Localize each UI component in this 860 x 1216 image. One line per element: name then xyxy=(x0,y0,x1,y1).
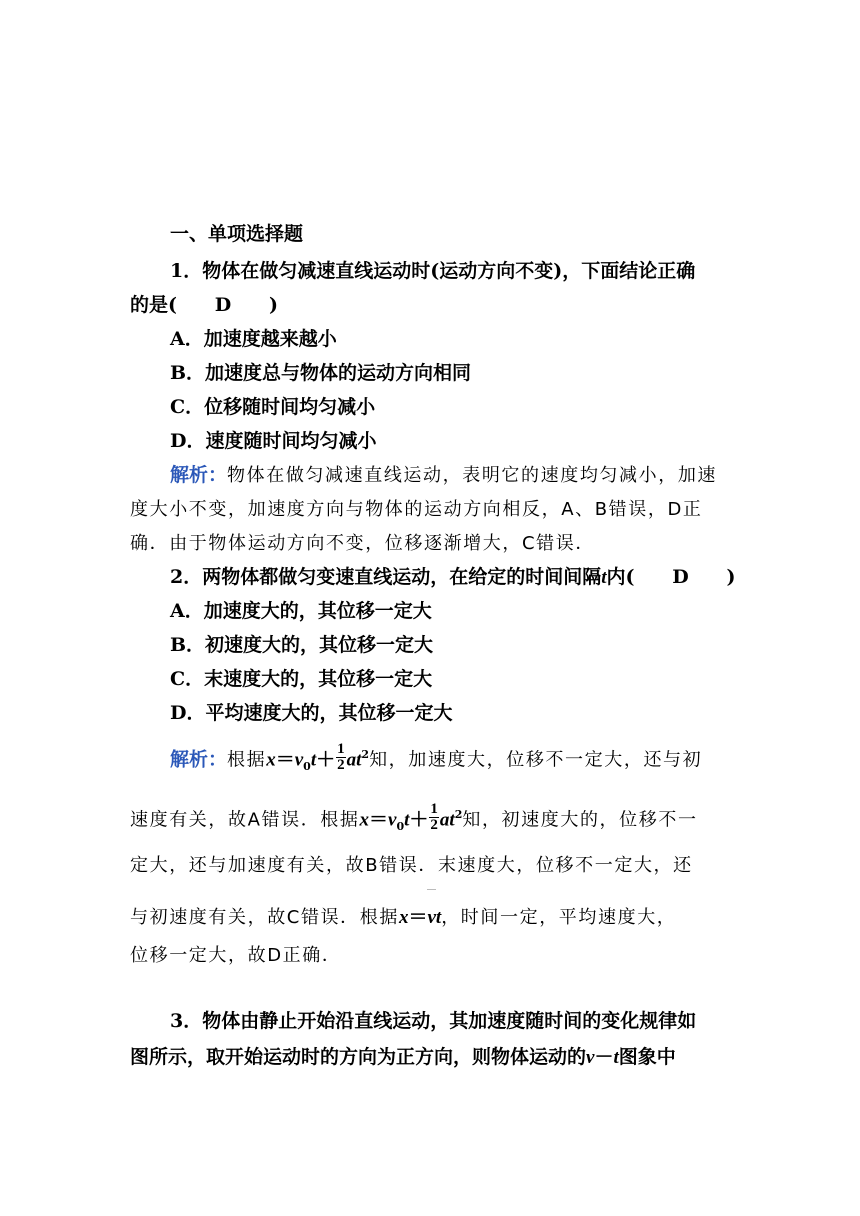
q2-analysis-label: 解析： xyxy=(170,748,228,771)
q2-analysis-line2 xyxy=(130,802,730,840)
q1-analysis-line1 xyxy=(170,462,730,489)
formula3-v-bar: v xyxy=(427,905,435,931)
q2-analysis-line1 xyxy=(170,742,730,780)
q2-analysis-text5: 位移一定大，故D正确． xyxy=(130,945,342,966)
q1-stem-close: ) xyxy=(269,294,278,316)
formula-t: t xyxy=(310,749,317,771)
fraction-denominator: 2 xyxy=(337,756,345,773)
formula3-x: x xyxy=(398,907,409,928)
q1-analysis-line3 xyxy=(130,530,730,557)
q1-stem-prefix: 的是( xyxy=(130,294,177,316)
q3-stem-line2 xyxy=(130,1044,730,1071)
formula2-sub0: 0 xyxy=(396,820,405,834)
q1-analysis-text3: 确．由于物体运动方向不变，位移逐渐增大，C错误． xyxy=(130,533,595,554)
formula-plus: ＋ xyxy=(316,748,336,771)
formula-fraction xyxy=(336,742,346,773)
q2-stem-close: ) xyxy=(726,566,736,588)
q2-analysis-text1-post: 知，加速度大，位移不一定大，还与初 xyxy=(369,749,703,771)
formula2-fraction xyxy=(429,802,439,833)
q2-option-d: D．平均速度大的，其位移一定大 xyxy=(170,702,453,724)
formula3-t: t xyxy=(435,907,442,928)
q1-analysis-text1: 物体在做匀减速直线运动，表明它的速度均匀减小，加速 xyxy=(227,465,718,486)
formula2-v: v xyxy=(388,809,397,831)
q3-dash: － xyxy=(594,1046,614,1068)
q3-var-t: t xyxy=(613,1047,619,1068)
q2-stem-var: t xyxy=(601,567,607,588)
q2-option-c: C．末速度大的，其位移一定大 xyxy=(170,668,433,690)
q2-stem-post: 内( xyxy=(606,566,635,588)
q2-analysis-line3 xyxy=(130,852,730,879)
fraction-numerator: 1 xyxy=(337,740,345,757)
q2-analysis-text1-pre: 根据 xyxy=(227,749,267,771)
q1-option-a: A．加速度越来越小 xyxy=(170,328,337,350)
formula2-t: t xyxy=(404,809,410,831)
q2-analysis-text2-pre: 速度有关，故A错误．根据 xyxy=(130,809,360,831)
q2-analysis-text4-pre: 与初速度有关，故C错误．根据 xyxy=(130,907,399,928)
formula-x: x xyxy=(266,749,276,771)
q2-stem xyxy=(170,564,736,591)
formula-sub0: 0 xyxy=(303,760,311,774)
q3-stem-line2-post: 图象中 xyxy=(618,1046,676,1068)
q1-analysis-line2 xyxy=(130,496,730,523)
formula2-at: at xyxy=(439,809,455,831)
q2-option-b: B．初速度大的，其位移一定大 xyxy=(170,634,434,656)
formula-v: v xyxy=(294,749,304,771)
formula2-square: 2 xyxy=(454,808,463,821)
fraction2-numerator: 1 xyxy=(430,800,438,817)
q3-var-v: v xyxy=(586,1047,595,1068)
q1-analysis-label: 解析： xyxy=(170,464,228,486)
q1-answer: D xyxy=(214,294,232,316)
q1-stem-line1: 1．物体在做匀减速直线运动时(运动方向不变)，下面结论正确 xyxy=(170,260,696,282)
q1-option-b: B．加速度总与物体的运动方向相同 xyxy=(170,362,472,384)
q1-option-c: C．位移随时间均匀减小 xyxy=(170,396,376,418)
section-title: 一、单项选择题 xyxy=(170,223,304,245)
q2-analysis-text2-post: 知，初速度大的，位移不一 xyxy=(462,809,698,831)
formula2-plus: ＋ xyxy=(409,808,429,831)
formula2-eq: ＝ xyxy=(369,808,389,831)
q1-analysis-text2: 度大小不变，加速度方向与物体的运动方向相反，A、B错误，D正 xyxy=(130,499,703,520)
formula-eq: ＝ xyxy=(275,748,295,771)
q1-option-d: D．速度随时间均匀减小 xyxy=(170,430,377,452)
q2-stem-pre: 2．两物体都做匀变速直线运动，在给定的时间间隔 xyxy=(170,566,602,588)
formula-square: 2 xyxy=(361,748,370,761)
q2-answer: D xyxy=(672,566,689,588)
q2-analysis-text3: 定大，还与加速度有关，故B错误．末速度大，位移不一定大，还 xyxy=(130,855,693,876)
q2-analysis-text4-post: ，时间一定，平均速度大， xyxy=(441,907,677,928)
q2-analysis-line4 xyxy=(130,904,730,931)
q2-option-a: A．加速度大的，其位移一定大 xyxy=(170,600,432,622)
q3-stem-line2-pre: 图所示，取开始运动时的方向为正方向，则物体运动的 xyxy=(130,1046,587,1068)
q1-stem-line2 xyxy=(130,292,730,318)
q3-stem-line1: 3．物体由静止开始沿直线运动，其加速度随时间的变化规律如 xyxy=(170,1010,697,1032)
formula3-eq: ＝ xyxy=(408,906,428,928)
q2-analysis-line5 xyxy=(130,942,730,969)
formula-at: at xyxy=(346,749,362,771)
formula2-x: x xyxy=(359,809,370,831)
fraction2-denominator: 2 xyxy=(430,816,438,833)
